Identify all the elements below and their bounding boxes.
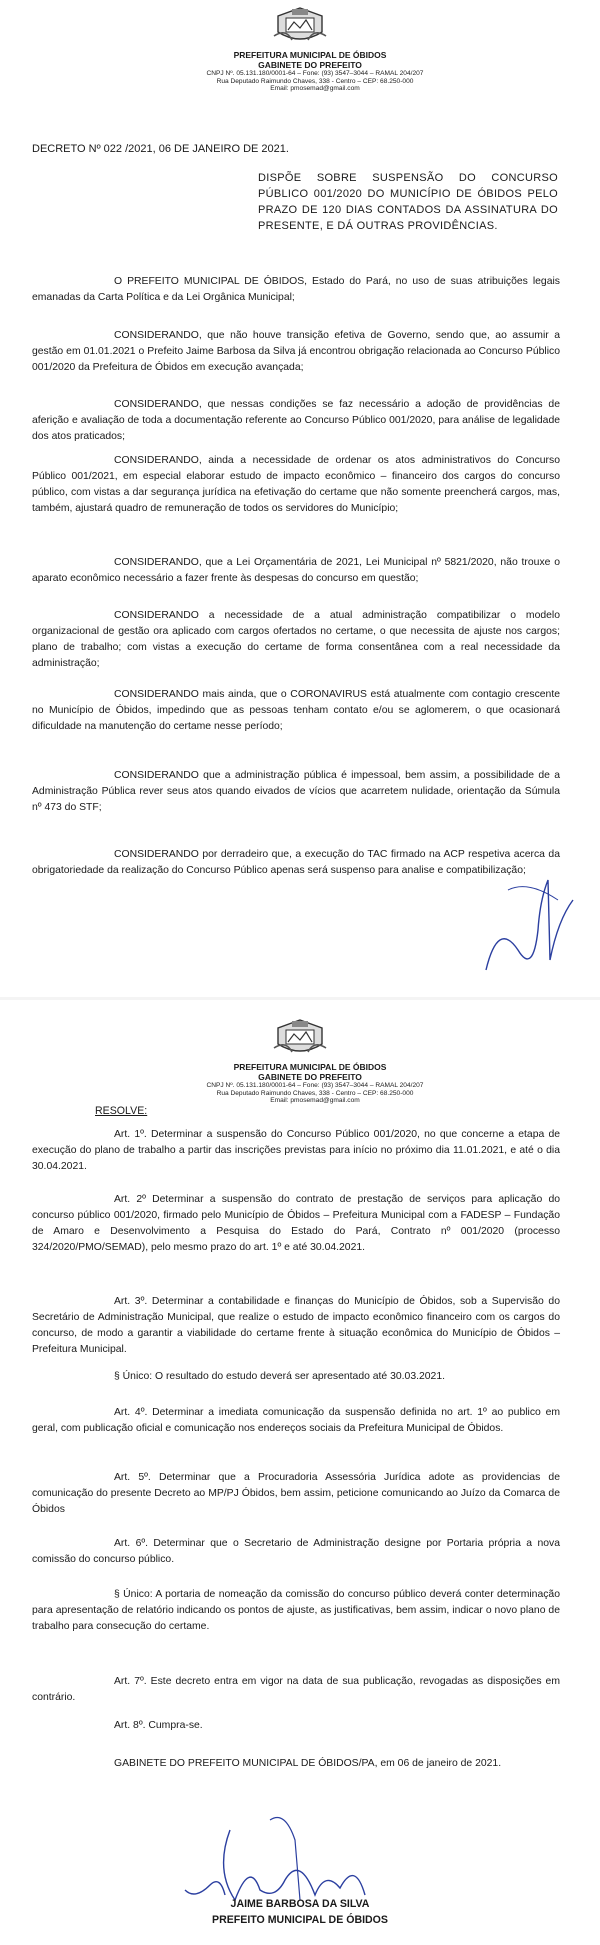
municipal-seal-icon [272,6,328,46]
letterhead-cnpj: CNPJ Nº. 05.131.180/0001-64 – Fone: (93) 3547–3044 – RAMAL 204/207 [206,1082,424,1089]
signatory-role: PREFEITO MUNICIPAL DE ÓBIDOS [212,1914,388,1926]
article-paragraph: Art. 8º. Cumpra-se. [114,1720,203,1731]
resolve-heading: RESOLVE: [95,1105,148,1117]
paragraph: CONSIDERANDO, que não houve transição efetiva de Governo, sendo que, ao assumir a gestão em 01.01.2021 o Prefeito Jaime Barbosa da Silva já encontrou obrigação relacionada ao Concurso Público 001/2020 da Prefeitura de Óbidos em execução avançada; [32,330,560,373]
paragraph: CONSIDERANDO a necessidade de a atual administração compatibilizar o modelo organizacional de gestão ora aplicado com cargos ofertados no certame, o que necessita de ajuste nos cargos; plano de trabalho; com vistas a execução do certame de forma consentânea com a real necessidade da administração; [32,610,560,669]
article-paragraph: Art. 7º. Este decreto entra em vigor na data de sua publicação, revogadas as disposições em contrário. [32,1676,560,1703]
article-paragraph: Art. 1º. Determinar a suspensão do Concurso Público 001/2020, no que concerne a etapa de execução do plano de trabalho a partir das inscrições previstas para início no próximo dia 11.01.2021, e até o dia 30.04.2021. [32,1129,560,1172]
decree-title: DECRETO Nº 022 /2021, 06 DE JANEIRO DE 2021. [32,143,289,155]
letterhead-title: PREFEITURA MUNICIPAL DE ÓBIDOS [233,1062,387,1072]
paragraph: CONSIDERANDO que a administração pública é impessoal, bem assim, a possibilidade de a Administração Pública rever seus atos quando eivados de vícios que acarretem nulidade, orientação da Súmula nº 473 do STF; [32,770,560,813]
letterhead-subtitle: GABINETE DO PREFEITO [258,60,362,70]
signatory-name: JAIME BARBOSA DA SILVA [230,1898,370,1910]
paragraph: CONSIDERANDO, que nessas condições se faz necessário a adoção de providências de aferição e avaliação de toda a documentação referente ao Concurso Público 001/2020, para análise de legalidade dos atos praticados; [32,399,560,442]
letterhead-address: Rua Deputado Raimundo Chaves, 338 - Centro – CEP: 68.250-000 [216,77,414,85]
article-paragraph: § Único: O resultado do estudo deverá ser apresentado até 30.03.2021. [114,1371,445,1382]
closing-line: GABINETE DO PREFEITO MUNICIPAL DE ÓBIDOS/PA, em 06 de janeiro de 2021. [114,1758,502,1769]
paragraph: CONSIDERANDO, que a Lei Orçamentária de 2021, Lei Municipal nº 5821/2020, não trouxe o aparato econômico necessário a fazer frente às despesas do concurso em questão; [32,557,560,584]
article-paragraph: § Único: A portaria de nomeação da comissão do concurso público deverá conter determinação para apresentação de relatório indicando os pontos de ajuste, as justificativas, bem assim, indicar o novo plano de trabalho para consecução do certame. [32,1589,560,1632]
paragraph: CONSIDERANDO por derradeiro que, a execução do TAC firmado na ACP respetiva acerca da obrigatoriedade da realização do Concurso Público apenas será suspenso para analise e compatibilização; [32,849,560,876]
letterhead-email: Email: pmosemad@gmail.com [270,85,360,93]
paragraph: O PREFEITO MUNICIPAL DE ÓBIDOS, Estado do Pará, no uso de suas atribuições legais emanadas da Carta Política e da Lei Orgânica Municipal; [32,276,560,303]
letterhead-subtitle: GABINETE DO PREFEITO [258,1072,362,1082]
letterhead-cnpj: CNPJ Nº. 05.131.180/0001-64 – Fone: (93) 3547–3044 – RAMAL 204/207 [206,70,424,77]
article-paragraph: Art. 3º. Determinar a contabilidade e finanças do Município de Óbidos, sob a Supervisão do Secretário de Administração Municipal, que realize o estudo de impacto econômico financeiro com os cargos do concurso, de modo a garantir a viabilidade do certame frente à situação econômica do Município de Óbidos – Prefeitura Municipal. [32,1296,560,1355]
decree-summary: DISPÕE SOBRE SUSPENSÃO DO CONCURSO PÚBLICO 001/2020 DO MUNICÍPIO DE ÓBIDOS PELO PRAZO DE 120 DIAS CONTADOS DA ASSINATURA DO PRESENTE, E DÁ OUTRAS PROVIDÊNCIAS. [258,172,558,232]
handwritten-signature [478,860,578,980]
letterhead-address: Rua Deputado Raimundo Chaves, 338 - Centro – CEP: 68.250-000 [216,1089,414,1097]
article-paragraph: Art. 5º. Determinar que a Procuradoria Assessória Jurídica adote as providencias de comunicação do presente Decreto ao MP/PJ Óbidos, bem assim, peticione comunicando ao Juízo da Comarca de Óbidos [32,1472,560,1515]
handwritten-signature [175,1800,415,1910]
letterhead-email: Email: pmosemad@gmail.com [270,1097,360,1105]
letterhead-title: PREFEITURA MUNICIPAL DE ÓBIDOS [233,50,387,60]
municipal-seal-icon [272,1018,328,1058]
article-paragraph: Art. 2º Determinar a suspensão do contrato de prestação de serviços para aplicação do concurso público 001/2020, firmado pelo Município de Óbidos – Prefeitura Municipal com a FADESP – Fundação de Amaro e Desenvolvimento a Pesquisa do Estado do Pará, Contrato nº 001/2020 (processo 324/2020/PMO/SEMAD), pelo mesmo prazo do art. 1º e até 30.04.2021. [32,1194,560,1253]
article-paragraph: Art. 4º. Determinar a imediata comunicação da suspensão definida no art. 1º ao publico em geral, com publicação oficial e comunicação nos endereços sociais da Prefeitura Municipal de Óbidos. [32,1407,560,1434]
paragraph: CONSIDERANDO mais ainda, que o CORONAVIRUS está atualmente com contagio crescente no Município de Óbidos, impedindo que as pessoas tenham contato e/ou se aglomerem, o que ocasionará dificuldade na manutenção do certame nesse período; [32,689,560,732]
article-paragraph: Art. 6º. Determinar que o Secretario de Administração designe por Portaria própria a nova comissão do concurso público. [32,1538,560,1565]
paragraph: CONSIDERANDO, ainda a necessidade de ordenar os atos administrativos do Concurso Público 001/2021, em especial elaborar estudo de impacto econômico – financeiro dos cargos do concurso público, com vistas a dar segurança jurídica na efetivação do certame que não somente preencherá cargos, mas, também, ajustará quadro de remuneração de todos os servidores do Município; [32,455,560,514]
